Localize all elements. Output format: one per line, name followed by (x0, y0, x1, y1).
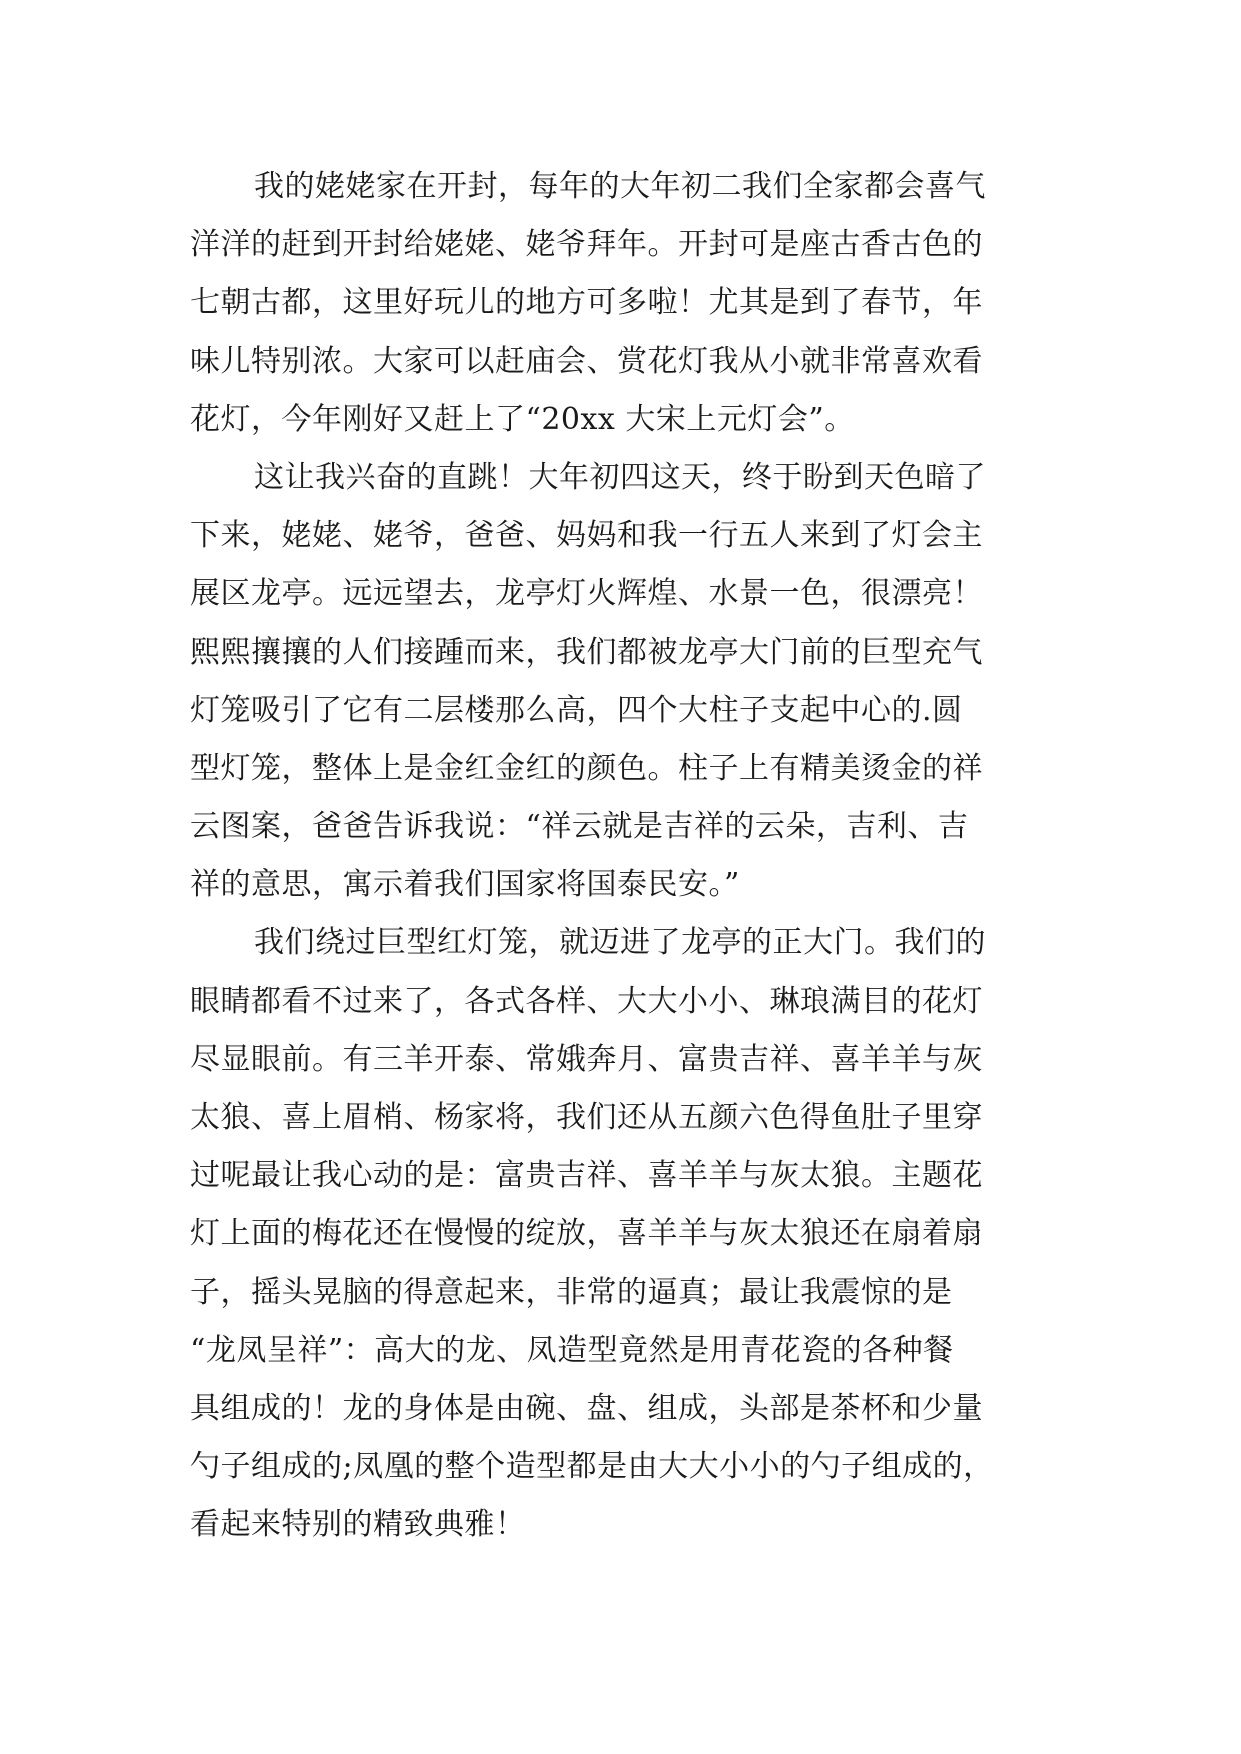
text-line: 我们绕过巨型红灯笼，就迈进了龙亭的正大门。我们的 (254, 925, 986, 961)
text-line: 看起来特别的精致典雅！ (190, 1507, 526, 1543)
text-line: 眼睛都看不过来了，各式各样、大大小小、琳琅满目的花灯 (190, 983, 983, 1019)
text-line: 子，摇头晃脑的得意起来，非常的逼真；最让我震惊的是 (190, 1274, 953, 1310)
text-line: 花灯，今年刚好又赶上了“20xx 大宋上元灯会”。 (190, 401, 855, 437)
text-line: 我的姥姥家在开封，每年的大年初二我们全家都会喜气 (254, 169, 986, 204)
text-line: 味儿特别浓。大家可以赶庙会、赏花灯我从小就非常喜欢看 (190, 343, 983, 379)
text-line: 下来，姥姥、姥爷，爸爸、妈妈和我一行五人来到了灯会主 (190, 518, 983, 554)
text-line: 这让我兴奋的直跳！大年初四这天，终于盼到天色暗了 (254, 459, 986, 495)
text-line: 具组成的！龙的身体是由碗、盘、组成，头部是茶杯和少量 (190, 1390, 983, 1426)
paragraph-1 (190, 158, 1050, 449)
text-line: 洋洋的赶到开封给姥姥、姥爷拜年。开封可是座古香古色的 (190, 227, 983, 263)
text-line: 灯上面的梅花还在慢慢的绽放，喜羊羊与灰太狼还在扇着扇 (190, 1216, 983, 1252)
text-line: 太狼、喜上眉梢、杨家将，我们还从五颜六色得鱼肚子里穿 (190, 1100, 983, 1135)
paragraph-2 (190, 449, 1050, 915)
text-line: 云图案，爸爸告诉我说：“祥云就是吉祥的云朵，吉利、吉 (190, 809, 969, 845)
text-line: 勺子组成的;凤凰的整个造型都是由大大小小的勺子组成的， (190, 1449, 994, 1485)
text-line: 型灯笼，整体上是金红金红的颜色。柱子上有精美烫金的祥 (190, 750, 983, 786)
text-line: 展区龙亭。远远望去，龙亭灯火辉煌、水景一色，很漂亮！ (190, 576, 983, 612)
text-line: 祥的意思，寓示着我们国家将国泰民安。” (190, 867, 740, 903)
text-line: 灯笼吸引了它有二层楼那么高，四个大柱子支起中心的.圆 (190, 692, 963, 728)
paragraph-3 (190, 914, 1050, 1554)
text-line: 过呢最让我心动的是：富贵吉祥、喜羊羊与灰太狼。主题花 (190, 1158, 983, 1194)
text-line: “龙凤呈祥”：高大的龙、凤造型竟然是用青花瓷的各种餐 (190, 1332, 954, 1368)
text-line: 七朝古都，这里好玩儿的地方可多啦！尤其是到了春节，年 (190, 285, 983, 321)
text-line: 尽显眼前。有三羊开泰、常娥奔月、富贵吉祥、喜羊羊与灰 (190, 1041, 983, 1077)
text-line: 熙熙攘攘的人们接踵而来，我们都被龙亭大门前的巨型充气 (190, 634, 983, 670)
document-body (190, 158, 1050, 1555)
